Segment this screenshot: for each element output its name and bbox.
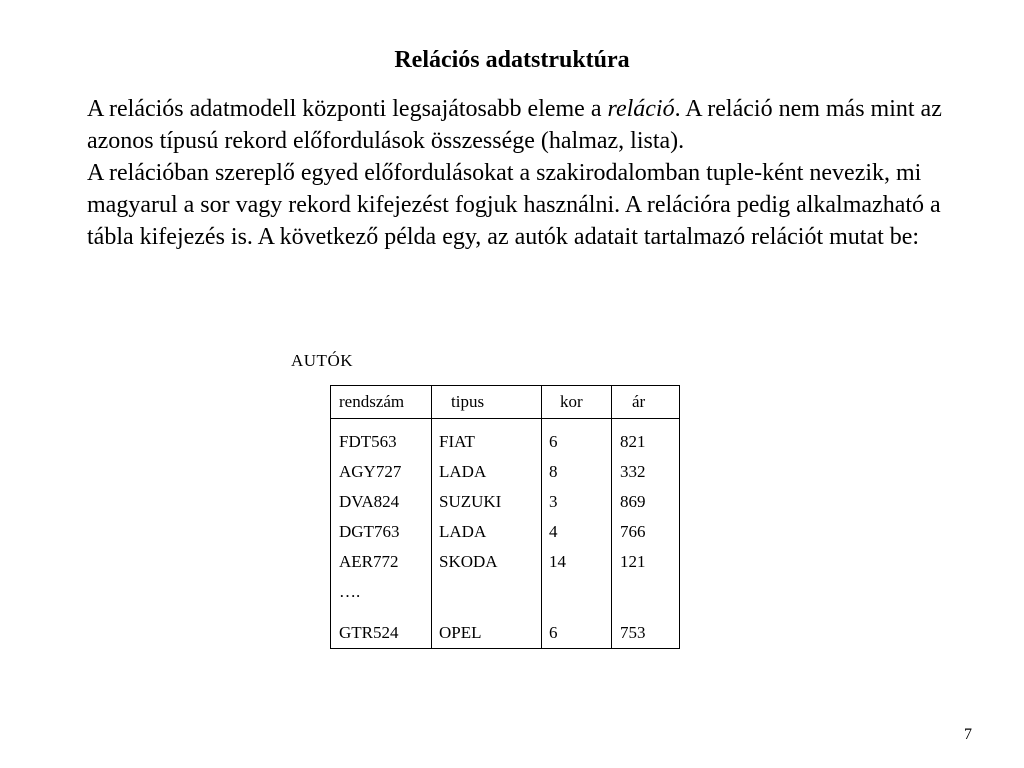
table-caption: AUTÓK <box>291 351 353 370</box>
relacio-emphasis: reláció <box>607 96 675 122</box>
table-cell: GTR524 <box>339 623 399 642</box>
header-ar: ár <box>632 392 646 411</box>
body-text <box>87 93 957 253</box>
table-cell: 6 <box>549 432 558 451</box>
column-divider <box>611 386 612 648</box>
paragraph-1-end: . A reláció nem más mint az azonos típusú rekord előfordulások összessége (halmaz, lista). <box>87 96 942 154</box>
slide-title: Relációs adatstruktúra <box>394 47 630 73</box>
column-divider <box>431 386 432 648</box>
paragraph-1-start: A relációs adatmodell központi legsajátosabb eleme a <box>87 96 608 122</box>
table-cell: AER772 <box>339 552 399 571</box>
page-number: 7 <box>964 726 972 743</box>
header-tipus: tipus <box>451 392 485 411</box>
header-kor: kor <box>560 392 583 411</box>
table-cell: LADA <box>439 522 487 541</box>
table-cell: 3 <box>549 492 558 511</box>
paragraph-1 <box>87 93 957 157</box>
table-cell: 121 <box>620 552 646 571</box>
table-cell: 821 <box>620 432 646 451</box>
table-cell: 332 <box>620 462 646 481</box>
table-cell: LADA <box>439 462 487 481</box>
table-cell: 6 <box>549 623 558 642</box>
paragraph-2: A relációban szereplő egyed előfordulásokat a szakirodalomban tuple-ként nevezik, mi magyarul a sor vagy rekord kifejezést fogjuk használni. A relációra pedig alkalmazható a tábla kifejezés is. A következő példa egy, az autók adatait tartalmazó relációt mutat be: <box>87 160 941 250</box>
table-cell: FIAT <box>439 432 475 451</box>
table-cell: 753 <box>620 623 646 642</box>
column-divider <box>541 386 542 648</box>
table-cell: FDT563 <box>339 432 397 451</box>
table-cell: 4 <box>549 522 558 541</box>
header-rendszam: rendszám <box>339 392 405 411</box>
table-cell: SUZUKI <box>439 492 502 511</box>
table-cell: DVA824 <box>339 492 400 511</box>
table-cell: 766 <box>620 522 646 541</box>
table-cell: AGY727 <box>339 462 402 481</box>
cars-table <box>330 385 680 649</box>
table-cell: 869 <box>620 492 646 511</box>
table-cell-ellipsis: …. <box>339 582 361 601</box>
table-cell: DGT763 <box>339 522 400 541</box>
table-cell: OPEL <box>439 623 482 642</box>
table-cell: SKODA <box>439 552 498 571</box>
table-cell: 8 <box>549 462 558 481</box>
table-cell: 14 <box>549 552 566 571</box>
